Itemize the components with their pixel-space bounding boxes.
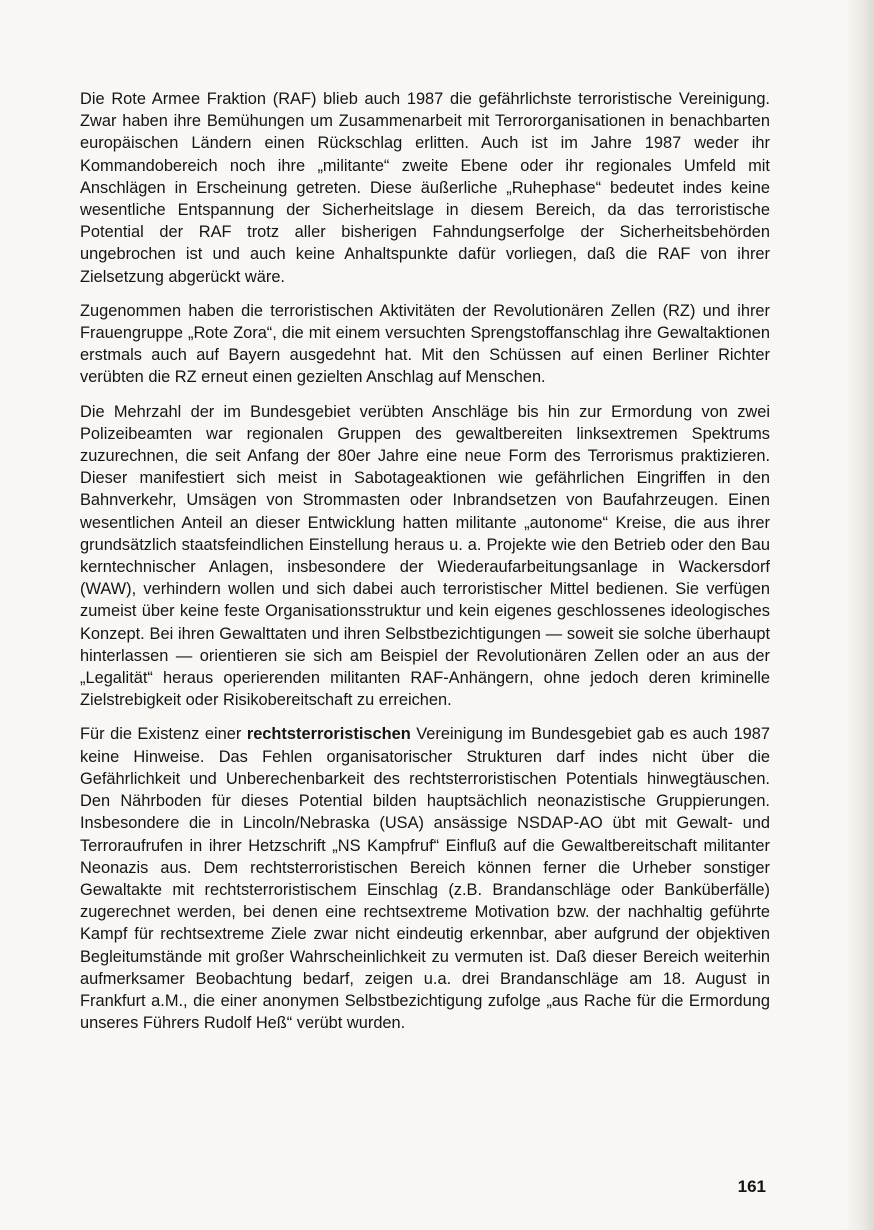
paragraph-rechtsterrorismus-body: Vereinigung im Bundesgebiet gab es auch 1987 keine Hinweise. Das Fehlen organisatorischer Strukturen darf indes nicht über die Gefährlichkeit und Unberechenbarkeit des rechtsterroristischen Potentials hinwegtäuschen. Den Nährboden für dieses Potential bilden hauptsächlich neonazistische Gruppierungen. Insbesondere die in Lincoln/Nebraska (USA) ansässige NSDAP-AO übt mit Gewalt- und Terroraufrufen in ihrer Hetzschrift „NS Kampfruf“ Einfluß auf die Gewaltbereitschaft militanter Neonazis aus. Dem rechtsterroristischen Bereich können ferner die Urheber sonstiger Gewaltakte mit rechtsterroristischem Einschlag (z.B. Brandanschläge oder Banküberfälle) zugerechnet werden, bei denen eine rechtsextreme Motivation bzw. der nachhaltig geführte Kampf für rechtsextreme Ziele zwar nicht eindeutig erkennbar, aber aufgrund der objektiven Begleitumstände mit großer Wahrscheinlichkeit zu vermuten ist. Daß dieser Bereich weiterhin aufmerksamer Beobachtung bedarf, zeigen u.a. drei Brandanschläge am 18. August in Frankfurt a.M., die einer anonymen Selbstbezichtigung zufolge „aus Rache für die Ermordung unseres Führers Rudolf Heß“ verübt wurden.	[80, 725, 770, 1033]
paragraph-raf: Die Rote Armee Fraktion (RAF) blieb auch 1987 die gefährlichste terroristische Vereinigung. Zwar haben ihre Bemühungen um Zusammenarbeit mit Terrororganisationen in benachbarten europäischen Ländern einen Rückschlag erlitten. Auch ist im Jahre 1987 weder ihr Kommandobereich noch ihre „militante“ zweite Ebene oder ihr regionales Umfeld mit Anschlägen in Erscheinung getreten. Diese äußerliche „Ruhephase“ bedeutet indes keine wesentliche Entspannung der Sicherheitslage in diesem Bereich, da das terroristische Potential der RAF trotz aller bisherigen Fahndungserfolge der Sicherheitsbehörden ungebrochen ist und auch keine Anhaltspunkte dafür vorliegen, daß die RAF von ihrer Zielsetzung abgerückt wäre.	[80, 90, 770, 286]
page-edge-shadow	[846, 0, 874, 1230]
paragraph-rechtsterrorismus	[80, 723, 770, 1034]
body-text	[80, 88, 770, 1046]
page-number: 161	[737, 1177, 766, 1196]
paragraph-linksextreme-gruppen: Die Mehrzahl der im Bundesgebiet verübten Anschläge bis hin zur Ermordung von zwei Polizeibeamten war regionalen Gruppen des gewaltbereiten linksextremen Spektrums zuzurechnen, die seit Anfang der 80er Jahre eine neue Form des Terrorismus praktizieren. Dieser manifestiert sich meist in Sabotageaktionen wie gefährlichen Eingriffen in den Bahnverkehr, Umsägen von Strommasten oder Inbrandsetzen von Baufahrzeugen. Einen wesentlichen Anteil an dieser Entwicklung hatten militante „autonome“ Kreise, die aus ihrer grundsätzlich staatsfeindlichen Einstellung heraus u. a. Projekte wie den Betrieb oder den Bau kerntechnischer Anlagen, insbesondere der Wiederaufarbeitungsanlage in Wackersdorf (WAW), verhindern wollen und sich dabei auch terroristischer Mittel bedienen. Sie verfügen zumeist über keine feste Organisationsstruktur und kein eigenes geschlossenes ideologisches Konzept. Bei ihren Gewalttaten und ihren Selbstbezichtigungen — soweit sie solche überhaupt hinterlassen — orientieren sie sich am Beispiel der Revolutionären Zellen oder an aus der „Legalität“ heraus operierenden militanten RAF-Anhängern, ohne jedoch deren kriminelle Zielstrebigkeit oder Risikobereitschaft zu erreichen.	[80, 402, 770, 710]
paragraph-rechtsterrorismus-lead: Für die Existenz einer	[80, 725, 247, 744]
paragraph-revolutionaere-zellen: Zugenommen haben die terroristischen Aktivitäten der Revolutionären Zellen (RZ) und ihrer Frauengruppe „Rote Zora“, die mit einem versuchten Sprengstoffanschlag ihre Gewaltaktionen erstmals auch auf Bayern ausgedehnt hat. Mit den Schüssen auf einen Berliner Richter verübten die RZ erneut einen gezielten Anschlag auf Menschen.	[80, 301, 770, 387]
emphasis-rechtsterroristischen: rechtsterroristischen	[246, 725, 411, 744]
